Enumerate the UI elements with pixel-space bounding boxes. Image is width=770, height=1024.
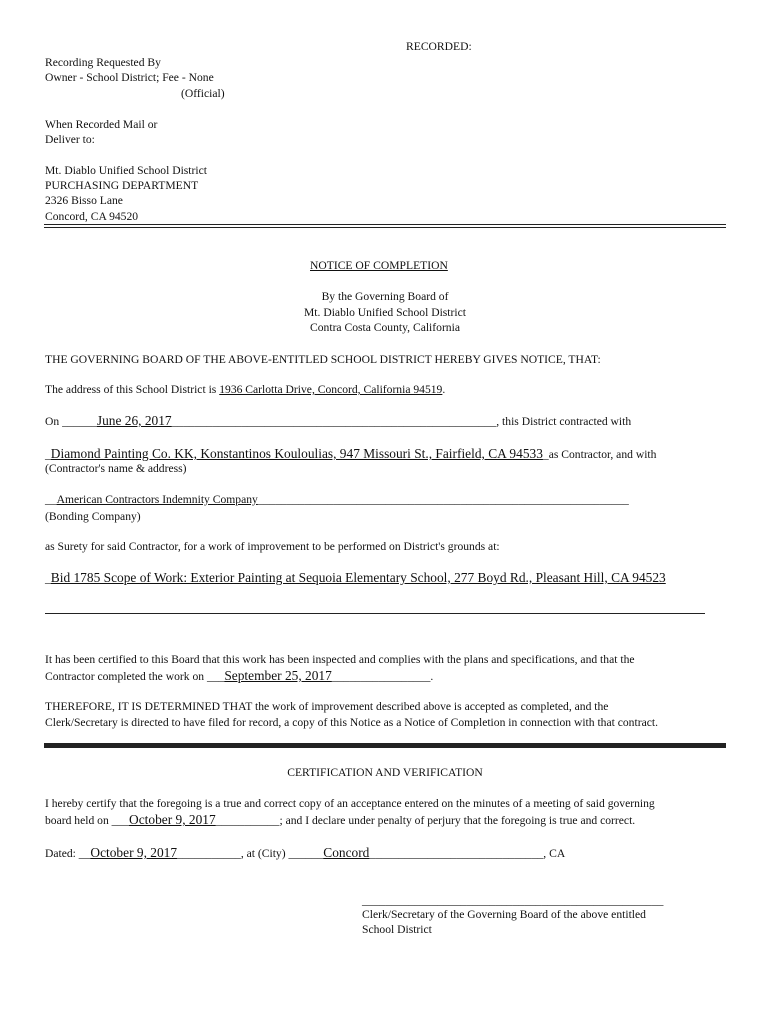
bonding-line: __American Contractors Indemnity Company________________________________________________________________ xyxy=(45,493,629,506)
work-location-value: Bid 1785 Scope of Work: Exterior Painting at Sequoia Elementary School, 277 Boyd Rd., Pleasant Hill, CA 94523 xyxy=(50,570,666,585)
notice-by-line: Mt. Diablo Unified School District xyxy=(304,306,466,319)
dated-line: Dated: __October 9, 2017___________, at (City) ______Concord______________________________, CA xyxy=(45,845,566,860)
notice-by-line: Contra Costa County, California xyxy=(310,321,460,334)
board-date-line: board held on ___October 9, 2017___________; and I declare under penalty of perjury that the foregoing is true and correct. xyxy=(45,812,636,827)
notice-title: NOTICE OF COMPLETION xyxy=(310,259,448,272)
completion-date-line: Contractor completed the work on ___September 25, 2017_________________. xyxy=(45,668,434,683)
certification-title: CERTIFICATION AND VERIFICATION xyxy=(287,766,483,779)
work-location-line: _Bid 1785 Scope of Work: Exterior Painting at Sequoia Elementary School, 277 Boyd Rd., Pleasant Hill, CA 94523 xyxy=(45,570,666,585)
board-date-value: October 9, 2017 xyxy=(129,812,216,827)
district-address-line: Mt. Diablo Unified School District xyxy=(45,164,207,177)
therefore-line: Clerk/Secretary is directed to have filed for record, a copy of this Notice as a Notice of Completion in connection with that contract. xyxy=(45,716,658,729)
blank-line xyxy=(45,613,705,614)
contractor-caption: (Contractor's name & address) xyxy=(45,462,187,475)
header-divider xyxy=(44,224,726,225)
completion-date-value: September 25, 2017 xyxy=(224,668,332,683)
contract-date-line: On ______June 26, 2017________________________________________________________, this District contracted with xyxy=(45,413,632,428)
dated-value: October 9, 2017 xyxy=(90,845,178,860)
recording-requested-line: Owner - School District; Fee - None xyxy=(45,71,214,84)
header-divider xyxy=(44,227,726,228)
district-address-line: 2326 Bisso Lane xyxy=(45,194,123,207)
signature-caption: Clerk/Secretary of the Governing Board of the above entitled xyxy=(362,908,646,921)
district-address-line: Concord, CA 94520 xyxy=(45,210,139,223)
recording-requested-line: (Official) xyxy=(181,87,225,100)
contractor-line: _Diamond Painting Co. KK, Konstantinos Kouloulias, 947 Missouri St., Fairfield, CA 94533_as Contractor, and with xyxy=(45,446,657,461)
signature-line: ____________________________________________________ xyxy=(362,894,664,907)
contract-date-value: June 26, 2017 xyxy=(96,413,172,428)
district-address-value: 1936 Carlotta Drive, Concord, California 94519 xyxy=(219,383,443,396)
notice-intro: THE GOVERNING BOARD OF THE ABOVE-ENTITLED SCHOOL DISTRICT HEREBY GIVES NOTICE, THAT: xyxy=(45,353,601,366)
recording-requested-line: Recording Requested By xyxy=(45,56,161,69)
bonding-company-value: American Contractors Indemnity Company xyxy=(56,493,258,506)
city-value: Concord xyxy=(323,845,370,860)
district-address-line: PURCHASING DEPARTMENT xyxy=(45,179,199,192)
signature-caption: School District xyxy=(362,923,432,936)
bonding-caption: (Bonding Company) xyxy=(45,510,141,523)
district-address-sentence: The address of this School District is 1936 Carlotta Drive, Concord, California 94519. xyxy=(45,383,446,396)
mail-to-line: When Recorded Mail or xyxy=(45,118,158,131)
certified-line: It has been certified to this Board that this work has been inspected and complies with the plans and specifications, and that the xyxy=(45,653,635,666)
therefore-line: THEREFORE, IT IS DETERMINED THAT the work of improvement described above is accepted as completed, and the xyxy=(45,700,609,713)
surety-line: as Surety for said Contractor, for a work of improvement to be performed on District's grounds at: xyxy=(45,540,500,553)
mail-to-line: Deliver to: xyxy=(45,133,95,146)
contractor-value: Diamond Painting Co. KK, Konstantinos Kouloulias, 947 Missouri St., Fairfield, CA 94533 xyxy=(50,446,543,461)
certification-line: I hereby certify that the foregoing is a true and correct copy of an acceptance entered on the minutes of a meeting of said governing xyxy=(45,797,655,810)
recorded-label: RECORDED: xyxy=(406,40,472,53)
notice-by-line: By the Governing Board of xyxy=(321,290,449,303)
section-divider xyxy=(44,743,726,748)
